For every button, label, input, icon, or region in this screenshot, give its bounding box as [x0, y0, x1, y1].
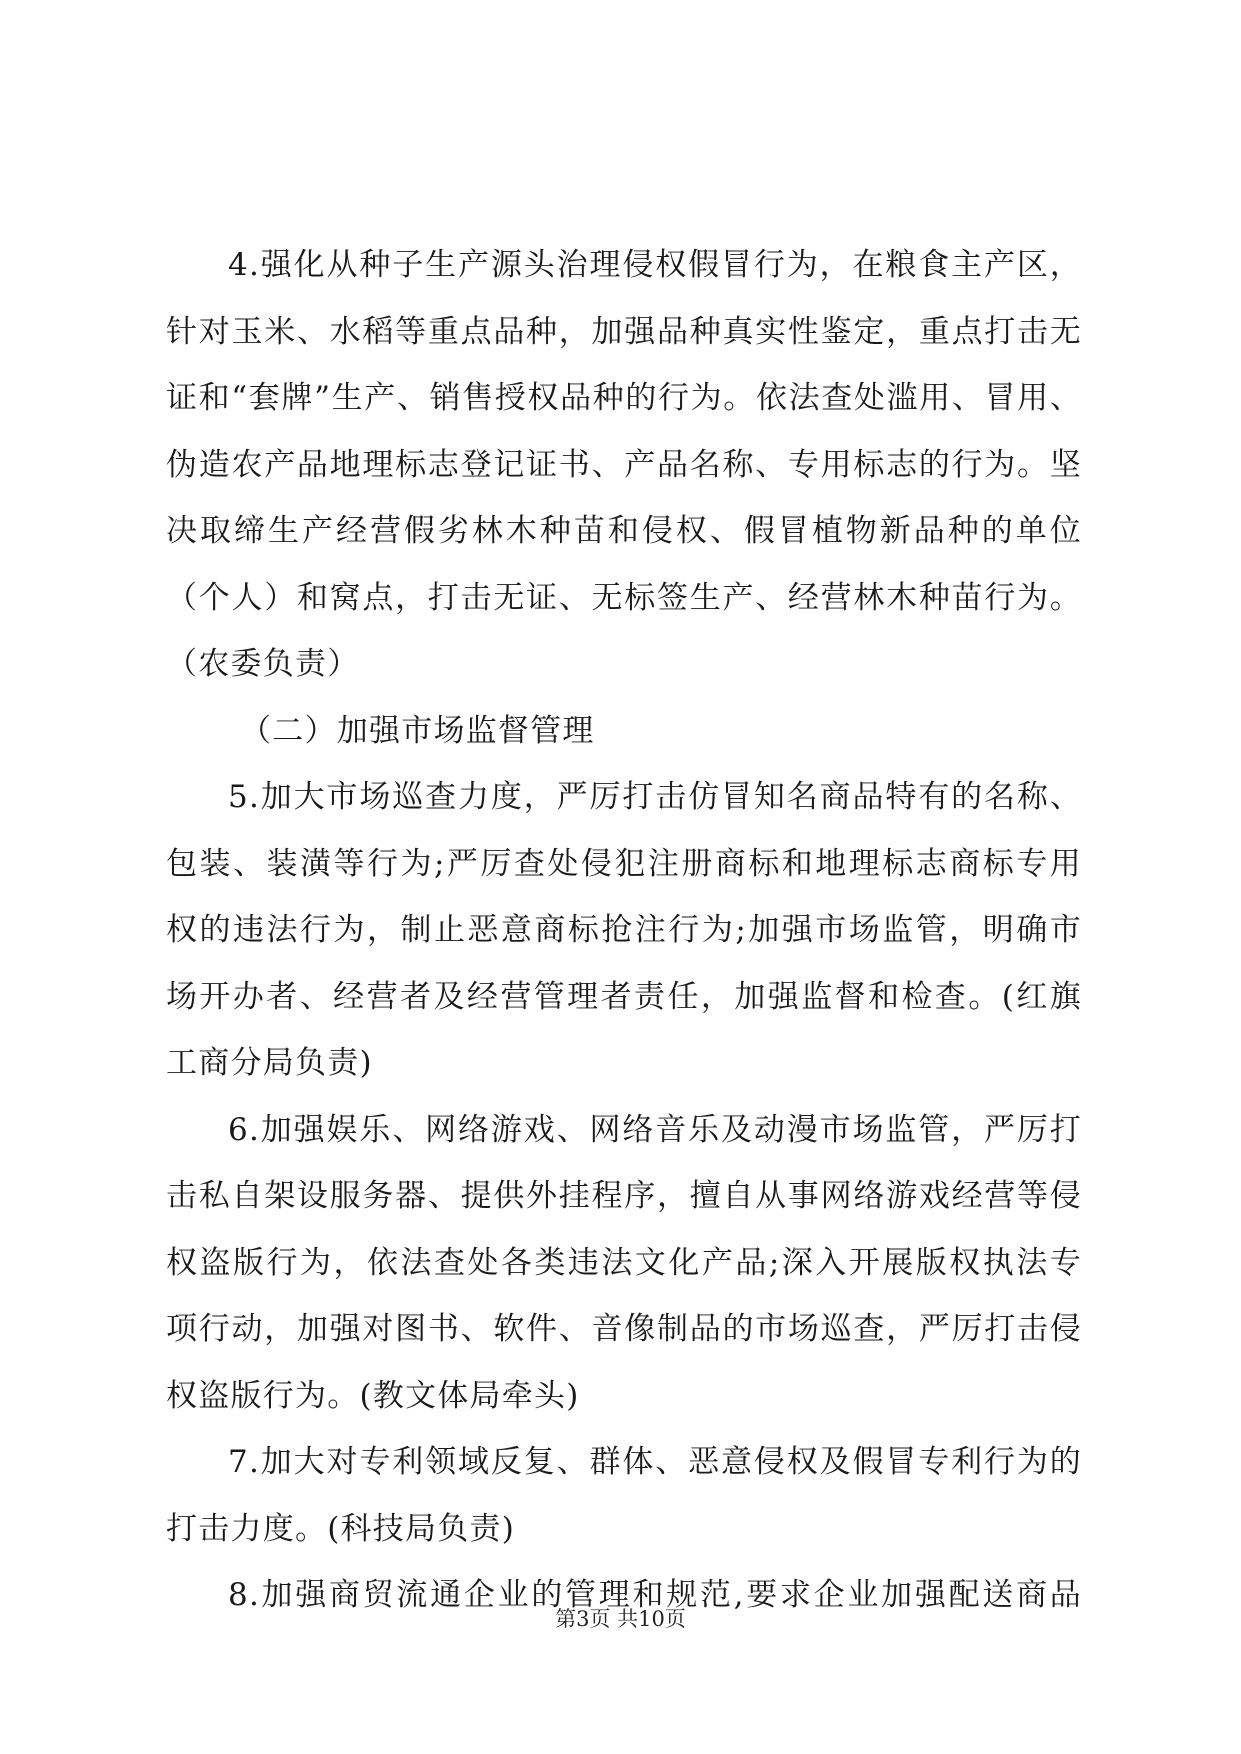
- paragraph-line: 击私自架设服务器、提供外挂程序，擅自从事网络游戏经营等侵: [166, 1178, 1082, 1214]
- paragraph-line: 7.加大对专利领域反复、群体、恶意侵权及假冒专利行为的: [228, 1444, 1082, 1480]
- paragraph-line: （个人）和窝点，打击无证、无标签生产、经营林木种苗行为。: [166, 579, 1082, 616]
- paragraph-line: 场开办者、经营者及经营管理者责任，加强监督和检查。(红旗: [166, 978, 1082, 1015]
- paragraph-line: 伪造农产品地理标志登记证书、产品名称、专用标志的行为。坚: [166, 446, 1082, 483]
- paragraph-line: （农委负责）: [166, 646, 360, 682]
- paragraph-line: 权的违法行为，制止恶意商标抢注行为;加强市场监管，明确市: [166, 912, 1082, 948]
- paragraph-line: 5.加大市场巡查力度，严厉打击仿冒知名商品特有的名称、: [228, 779, 1082, 815]
- paragraph-line: 证和“套牌”生产、销售授权品种的行为。依法查处滥用、冒用、: [166, 380, 1082, 416]
- paragraph-line: 决取缔生产经营假劣林木种苗和侵权、假冒植物新品种的单位: [166, 513, 1082, 549]
- page-footer: 第3页 共10页: [555, 1607, 686, 1631]
- paragraph-line: 8.加强商贸流通企业的管理和规范,要求企业加强配送商品: [228, 1577, 1082, 1613]
- paragraph-line: 打击力度。(科技局负责): [166, 1510, 516, 1547]
- paragraph-line: 工商分局负责): [166, 1045, 373, 1081]
- paragraph-line: 针对玉米、水稻等重点品种，加强品种真实性鉴定，重点打击无: [166, 313, 1082, 350]
- document-body: [166, 232, 1082, 1629]
- paragraph-line: 权盗版行为。(教文体局牵头): [166, 1377, 580, 1414]
- paragraph-line: 6.加强娱乐、网络游戏、网络音乐及动漫市场监管，严厉打: [228, 1111, 1082, 1148]
- paragraph-line: 权盗版行为，依法查处各类违法文化产品;深入开展版权执法专: [166, 1244, 1082, 1281]
- paragraph-line: 包装、装潢等行为;严厉查处侵犯注册商标和地理标志商标专用: [166, 845, 1082, 882]
- section-heading: （二）加强市场监督管理: [240, 712, 595, 749]
- paragraph-line: 项行动，加强对图书、软件、音像制品的市场巡查，严厉打击侵: [166, 1311, 1082, 1347]
- paragraph-line: 4.强化从种子生产源头治理侵权假冒行为，在粮食主产区，: [228, 247, 1082, 283]
